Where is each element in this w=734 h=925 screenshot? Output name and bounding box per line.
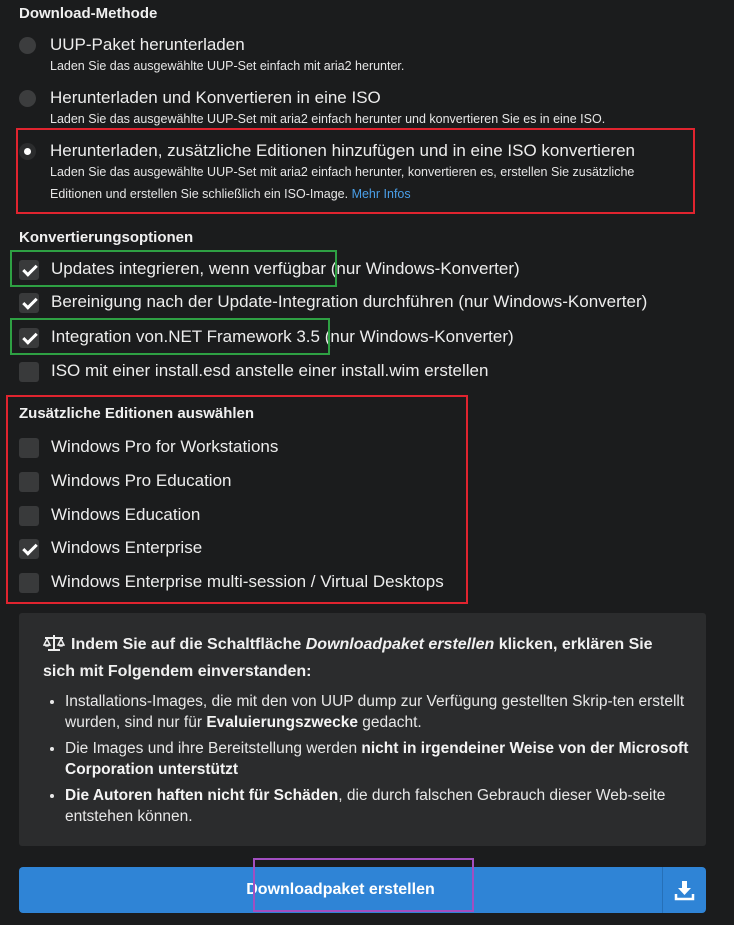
checkbox-checked[interactable] bbox=[19, 293, 39, 313]
list-item-text: , die durch falschen Gebrauch dieser Web-seite entstehen können. bbox=[65, 787, 666, 825]
checkbox-label-suffix: (nur Windows-Konverter) bbox=[324, 327, 514, 346]
radio-description: Laden Sie das ausgewählte UUP-Set mit aria2 einfach herunter und konvertieren Sie es in eine ISO. bbox=[50, 112, 606, 126]
list-item-text: Installations-Images, die mit den von UUP dump zur Verfügung gestellten Skrip-ten erstellt wurden, sind nur für bbox=[65, 693, 685, 731]
section-title-conversion-options: Konvertierungsoptionen bbox=[19, 229, 194, 246]
agreement-notice-box bbox=[19, 613, 706, 846]
radio-description-text: Editionen und erstellen Sie schließlich ein ISO-Image. bbox=[50, 187, 349, 201]
checkbox-label: ISO mit einer install.esd anstelle einer install.wim erstellen bbox=[51, 361, 489, 380]
checkbox-unchecked[interactable] bbox=[19, 362, 39, 382]
list-item bbox=[65, 738, 699, 780]
create-download-package-label: Downloadpaket erstellen bbox=[246, 881, 435, 898]
checkbox-label: Windows Pro Education bbox=[51, 471, 232, 490]
section-title-additional-editions: Zusätzliche Editionen auswählen bbox=[19, 405, 255, 422]
checkbox-label-suffix: (nur Windows-Konverter) bbox=[330, 259, 520, 278]
radio-description: Laden Sie das ausgewählte UUP-Set einfach mit aria2 herunter. bbox=[50, 59, 405, 73]
list-item-bold: nicht in irgendeiner Weise von der Microsoft Corporation unterstützt bbox=[65, 740, 689, 778]
download-icon[interactable] bbox=[663, 867, 706, 913]
checkbox-label-text: Updates integrieren, wenn verfügbar bbox=[51, 259, 326, 278]
highlight-box-netfx35 bbox=[10, 318, 330, 355]
radio-label: Herunterladen und Konvertieren in eine ISO bbox=[50, 88, 381, 107]
highlight-box-selected-method bbox=[16, 128, 695, 214]
checkbox-label: Windows Education bbox=[51, 505, 201, 524]
agreement-bullet-list bbox=[47, 691, 699, 832]
highlight-box-download-button bbox=[253, 858, 474, 912]
highlight-box-integrate-updates bbox=[10, 250, 337, 287]
heading-text-emphasis: Downloadpaket erstellen bbox=[305, 636, 495, 653]
checkbox-label: Bereinigung nach der Update-Integration durchführen (nur Windows-Konverter) bbox=[51, 292, 648, 311]
radio-button[interactable] bbox=[19, 37, 36, 54]
list-item-bold: Evaluierungszwecke bbox=[206, 714, 358, 731]
list-item-bold: Die Autoren haften nicht für Schäden bbox=[65, 787, 339, 804]
highlight-box-editions bbox=[6, 395, 468, 604]
more-info-link[interactable]: Mehr Infos bbox=[351, 187, 411, 201]
heading-text-post: klicken, erklären Sie sich mit Folgendem einverstanden: bbox=[43, 636, 653, 680]
checkbox-label: Windows Enterprise bbox=[51, 538, 203, 557]
list-item bbox=[65, 691, 699, 733]
checkbox-label: Windows Enterprise multi-session / Virtual Desktops bbox=[51, 572, 444, 591]
radio-label: UUP-Paket herunterladen bbox=[50, 35, 245, 54]
list-item-text: Die Images und ihre Bereitstellung werden bbox=[65, 740, 358, 757]
heading-text-pre: Indem Sie auf die Schaltfläche bbox=[71, 636, 302, 653]
checkbox-label: Windows Pro for Workstations bbox=[51, 437, 279, 456]
checkbox-label-text: Integration von.NET Framework 3.5 bbox=[51, 327, 320, 346]
scale-icon bbox=[43, 634, 65, 660]
radio-description-line1: Laden Sie das ausgewählte UUP-Set mit aria2 einfach herunter, konvertieren es, erstellen Sie zusätzliche bbox=[50, 165, 635, 179]
agreement-notice-heading bbox=[43, 633, 683, 684]
list-item-text: gedacht. bbox=[362, 714, 422, 731]
section-title-download-method: Download-Methode bbox=[19, 5, 158, 22]
radio-button[interactable] bbox=[19, 90, 36, 107]
list-item bbox=[65, 785, 699, 827]
radio-label: Herunterladen, zusätzliche Editionen hinzufügen und in eine ISO konvertieren bbox=[50, 141, 635, 160]
